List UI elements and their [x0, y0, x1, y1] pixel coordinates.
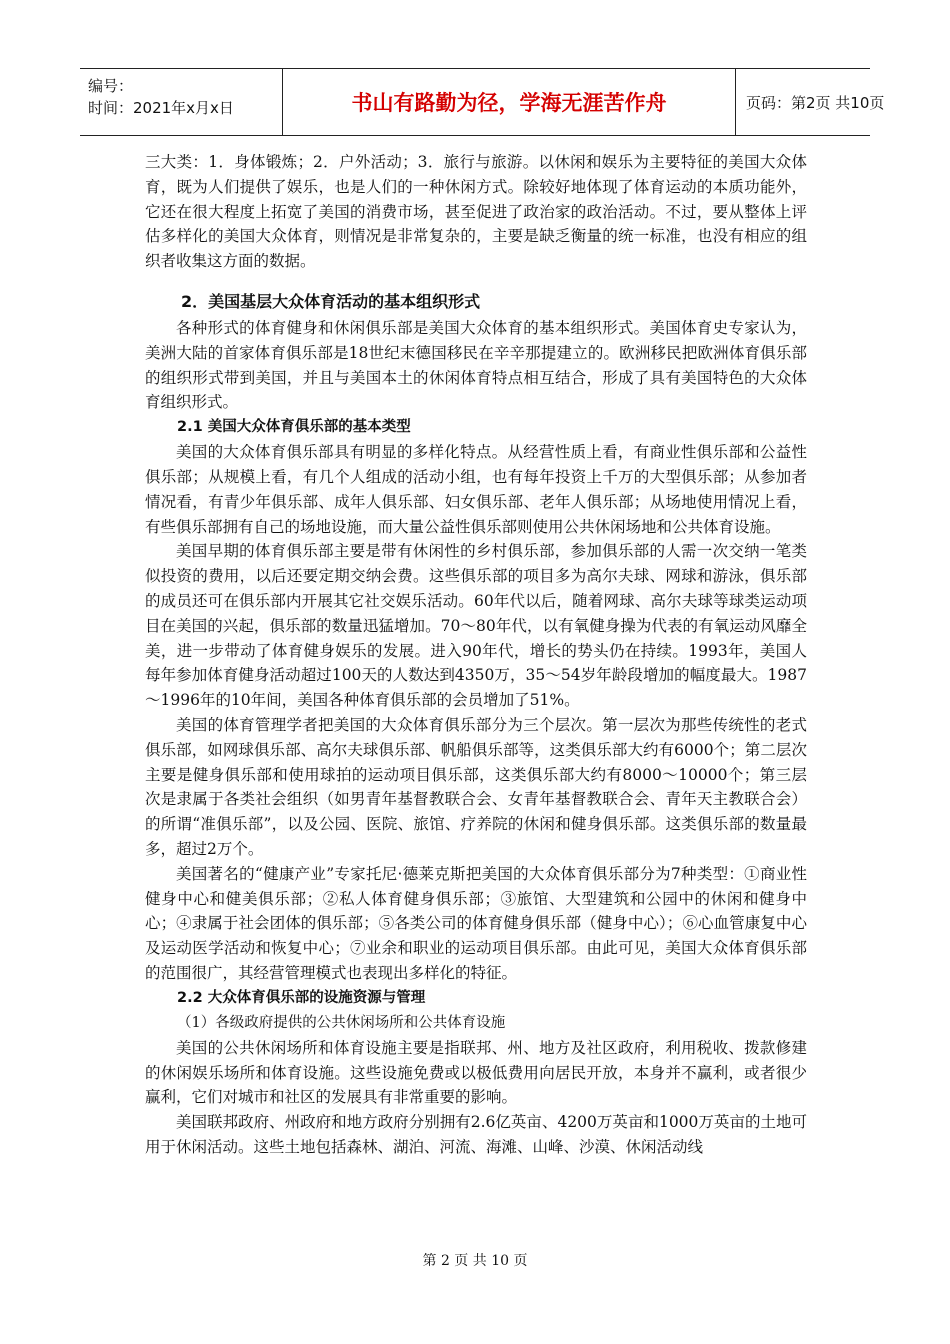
header-number: 编号：	[88, 77, 134, 95]
paragraph-levels: 美国的体育管理学者把美国的大众体育俱乐部分为三个层次。第一层次为那些传统性的老式俱乐部，如网球俱乐部、高尔夫球俱乐部、帆船俱乐部等，这类俱乐部大约有6000个；第二层次主要是健身俱乐部和使用球拍的运动项目俱乐部，这类俱乐部大约有8000～10000个；第三层次是隶属于各类社会组织（如男青年基督教联合会、女青年基督教联合会、青年天主教联合会）的所谓“准俱乐部”，以及公园、医院、旅馆、疗养院的休闲和健身俱乐部。这类俱乐部的数量最多，超过2万个。	[145, 715, 807, 858]
sub-item-heading-1: （1）各级政府提供的公共休闲场所和公共体育设施	[177, 1014, 506, 1031]
page-footer: 第 2 页 共 10 页	[422, 1253, 528, 1269]
section-heading-2: 2．美国基层大众体育活动的基本组织形式	[181, 291, 481, 311]
paragraph-seven-types: 美国著名的“健康产业”专家托尼·德莱克斯把美国的大众体育俱乐部分为7种类型：①商业性健身中心和健美俱乐部；②私人体育健身俱乐部；③旅馆、大型建筑和公园中的休闲和健身中心；④隶属于社会团体的俱乐部；⑤各类公司的体育健身俱乐部（健身中心）；⑥心血管康复中心及运动医学活动和恢复中心；⑦业余和职业的运动项目俱乐部。由此可见，美国大众体育俱乐部的范围很广，其经营管理模式也表现出多样化的特征。	[145, 864, 807, 982]
header-page-info: 页码：第2页 共10页	[746, 93, 885, 112]
header-meta	[80, 69, 282, 135]
paragraph-land: 美国联邦政府、州政府和地方政府分别拥有2.6亿英亩、4200万英亩和1000万英亩的土地可用于休闲活动。这些土地包括森林、湖泊、河流、海滩、山峰、沙漠、休闲活动线	[145, 1113, 807, 1156]
subsection-heading-2-2: 2.2 大众体育俱乐部的设施资源与管理	[177, 989, 426, 1006]
header-motto: 书山有路勤为径，学海无涯苦作舟	[282, 69, 736, 135]
header-time: 时间：2021年x月x日	[88, 99, 234, 117]
paragraph-intro: 三大类：1．身体锻炼；2．户外活动；3．旅行与旅游。以休闲和娱乐为主要特征的美国大众体育，既为人们提供了娱乐，也是人们的一种休闲方式。除较好地体现了体育运动的本质功能外，它还在很大程度上拓宽了美国的消费市场，甚至促进了政治家的政治活动。不过，要从整体上评估多样化的美国大众体育，则情况是非常复杂的，主要是缺乏衡量的统一标准，也没有相应的组织者收集这方面的数据。	[145, 153, 807, 271]
document-body	[145, 150, 807, 1160]
paragraph-history: 美国早期的体育俱乐部主要是带有休闲性的乡村俱乐部，参加俱乐部的人需一次交纳一笔类似投资的费用，以后还要定期交纳会费。这些俱乐部的项目多为高尔夫球、网球和游泳，俱乐部的成员还可在俱乐部内开展其它社交娱乐活动。60年代以后，随着网球、高尔夫球等球类运动项目在美国的兴起，俱乐部的数量迅猛增加。70～80年代，以有氧健身操为代表的有氧运动风靡全美，进一步带动了体育健身娱乐的发展。进入90年代，增长的势头仍在持续。1993年，美国人每年参加体育健身活动超过100天的人数达到4350万，35～54岁年龄段增加的幅度最大。1987～1996年的10年间，美国各种体育俱乐部的会员增加了51%。	[145, 542, 807, 710]
paragraph-org: 各种形式的体育健身和休闲俱乐部是美国大众体育的基本组织形式。美国体育史专家认为，美洲大陆的首家体育俱乐部是18世纪末德国移民在辛辛那提建立的。欧洲移民把欧洲体育俱乐部的组织形式带到美国，并且与美国本土的休闲体育特点相互结合，形成了具有美国特色的大众体育组织形式。	[145, 318, 807, 412]
subsection-heading-2-1: 2.1 美国大众体育俱乐部的基本类型	[177, 419, 411, 436]
paragraph-types: 美国的大众体育俱乐部具有明显的多样化特点。从经营性质上看，有商业性俱乐部和公益性俱乐部；从规模上看，有几个人组成的活动小组，也有每年投资上千万的大型俱乐部；从参加者情况看，有青少年俱乐部、成年人俱乐部、妇女俱乐部、老年人俱乐部；从场地使用情况上看，有些俱乐部拥有自己的场地设施，而大量公益性俱乐部则使用公共休闲场地和公共体育设施。	[145, 443, 807, 536]
page-header	[80, 68, 885, 136]
paragraph-public-facilities: 美国的公共休闲场所和体育设施主要是指联邦、州、地方及社区政府，利用税收、拨款修建的休闲娱乐场所和体育设施。这些设施免费或以极低费用向居民开放，本身并不赢利，或者很少赢利，它们对城市和社区的发展具有非常重要的影响。	[145, 1038, 807, 1107]
